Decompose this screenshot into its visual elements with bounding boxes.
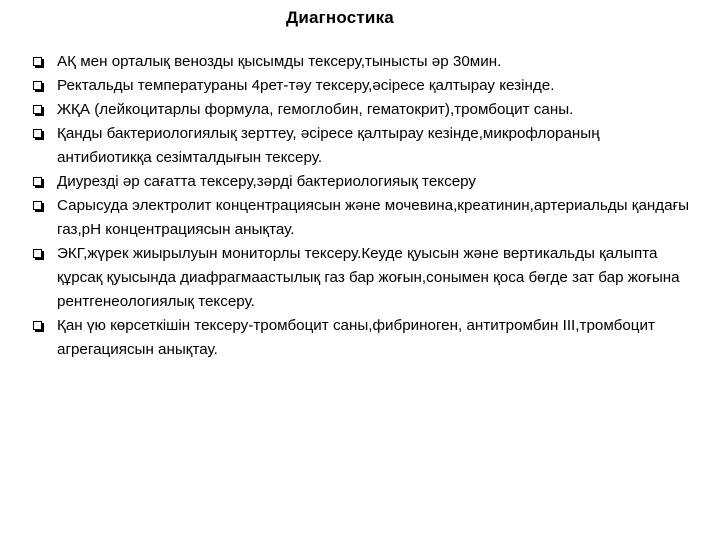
list-item-text: Ректальды температураны 4рет-тәу тексеру,әсіресе қалтырау кезінде. — [57, 77, 555, 94]
checkbox-bullet-icon — [33, 129, 42, 138]
list-item — [0, 314, 720, 362]
checkbox-bullet-icon — [33, 177, 42, 186]
list-item — [0, 98, 720, 122]
list-item — [0, 194, 720, 242]
list-item-text: Қан үю көрсеткішін тексеру-тромбоцит саны,фибриноген, антитромбин III,тромбоцит агрегациясын анықтау. — [57, 317, 655, 358]
list-item — [0, 74, 720, 98]
checkbox-bullet-icon — [33, 201, 42, 210]
checkbox-bullet-icon — [33, 57, 42, 66]
list-item-text: Диурезді әр сағатта тексеру,зәрді бактериологияық тексеру — [57, 173, 477, 190]
list-item-text: ЖҚА (лейкоцитарлы формула, гемоглобин, гематокрит),тромбоцит саны. — [57, 101, 574, 118]
list-item-text: АҚ мен орталық венозды қысымды тексеру,тынысты әр 30мин. — [57, 53, 502, 70]
checkbox-bullet-icon — [33, 321, 42, 330]
list-item — [0, 170, 720, 194]
checkbox-bullet-icon — [33, 249, 42, 258]
list-item — [0, 50, 720, 74]
list-item-text: ЭКГ,жүрек жиырылуын мониторлы тексеру.Кеуде қуысын және вертикальды қалыпта құрсақ қуысында диафрагмаастылық газ бар жоғын,сонымен қоса бөгде зат бар жоғына рентгенеологиялық тексеру. — [57, 245, 680, 310]
list-item-text: Қанды бактериологиялық зерттеу, әсіресе қалтырау кезінде,микрофлораның антибиотикқа сезімталдығын тексеру. — [57, 125, 600, 166]
list-item — [0, 242, 720, 314]
slide-title: Диагностика — [286, 8, 394, 27]
list-item — [0, 122, 720, 170]
checkbox-bullet-icon — [33, 81, 42, 90]
list-item-text: Сарысуда электролит концентрациясын және мочевина,креатинин,артериальды қандағы газ,рН концентрациясын анықтау. — [57, 197, 690, 238]
diagnostics-list — [0, 50, 720, 362]
checkbox-bullet-icon — [33, 105, 42, 114]
